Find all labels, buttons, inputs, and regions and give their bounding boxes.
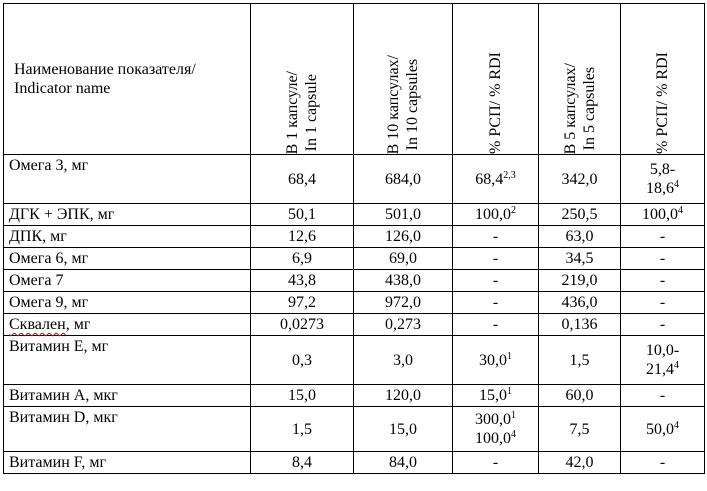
cell-10-capsules: 3,0 bbox=[354, 336, 453, 385]
row-name: Омега 9, мг bbox=[4, 292, 251, 314]
header-col2-en: In 10 capsules bbox=[404, 58, 421, 151]
cell-1-capsule: 8,4 bbox=[251, 452, 354, 474]
cell-5-capsules: 436,0 bbox=[539, 292, 621, 314]
row-name: Витамин F, мг bbox=[4, 452, 251, 474]
cell-5-capsules: 7,5 bbox=[539, 407, 621, 452]
cell-5-capsules: 63,0 bbox=[539, 226, 621, 248]
cell-1-capsule: 50,1 bbox=[251, 204, 354, 226]
table-row bbox=[4, 292, 705, 314]
table-row bbox=[4, 336, 705, 385]
header-col2-ru: В 10 капсулах/ bbox=[385, 54, 402, 154]
cell-10-capsules: 501,0 bbox=[354, 204, 453, 226]
cell-1-capsule: 1,5 bbox=[251, 407, 354, 452]
cell-1-capsule: 12,6 bbox=[251, 226, 354, 248]
header-col5: % РСП/ % RDI bbox=[654, 52, 671, 154]
row-name: Витамин D, мкг bbox=[4, 407, 251, 452]
cell-10-capsules: 69,0 bbox=[354, 248, 453, 270]
header-col4-ru: В 5 капсулах/ bbox=[561, 62, 579, 154]
cell-1-capsule: 43,8 bbox=[251, 270, 354, 292]
cell-10-capsules: 438,0 bbox=[354, 270, 453, 292]
table-row bbox=[4, 452, 705, 474]
table-row bbox=[4, 226, 705, 248]
header-col4-en: In 5 capsules bbox=[580, 66, 598, 151]
cell-rdi-10: 100,0$^2$ bbox=[453, 204, 539, 226]
cell-rdi-5: 50,0$^4$ bbox=[621, 407, 705, 452]
cell-rdi-5: - bbox=[621, 385, 705, 407]
cell-1-capsule: 15,0 bbox=[251, 385, 354, 407]
row-name: Омега 6, мг bbox=[4, 248, 251, 270]
table-row bbox=[4, 204, 705, 226]
cell-rdi-10: 300,0$^1$ 100,0$^4$ bbox=[453, 407, 539, 452]
cell-10-capsules: 120,0 bbox=[354, 385, 453, 407]
header-col1-en: In 1 capsule bbox=[303, 73, 320, 151]
spellcheck-word: Сквален bbox=[9, 316, 66, 333]
header-name-ru: Наименование показателя/ bbox=[14, 61, 196, 78]
cell-5-capsules: 1,5 bbox=[539, 336, 621, 385]
header-per-1-capsule bbox=[251, 4, 354, 155]
header-rdi-10 bbox=[453, 4, 539, 155]
row-name: ДПК, мг bbox=[4, 226, 251, 248]
cell-rdi-10: 15,0$^1$ bbox=[453, 385, 539, 407]
table-row bbox=[4, 385, 705, 407]
cell-rdi-5: - bbox=[621, 314, 705, 336]
header-per-5-capsules bbox=[539, 4, 621, 155]
cell-rdi-10: 68,4$^{2,3}$ bbox=[453, 155, 539, 204]
table-row bbox=[4, 314, 705, 336]
cell-1-capsule: 68,4 bbox=[251, 155, 354, 204]
cell-5-capsules: 342,0 bbox=[539, 155, 621, 204]
cell-rdi-5: - bbox=[621, 292, 705, 314]
header-col1-ru: В 1 капсуле/ bbox=[284, 70, 301, 154]
cell-5-capsules: 250,5 bbox=[539, 204, 621, 226]
cell-rdi-5: - bbox=[621, 452, 705, 474]
row-name: Сквален, мг bbox=[4, 314, 251, 336]
header-indicator-name bbox=[4, 4, 251, 155]
cell-rdi-5: - bbox=[621, 226, 705, 248]
cell-rdi-10: - bbox=[453, 270, 539, 292]
header-rdi-5 bbox=[621, 4, 705, 155]
table-row bbox=[4, 248, 705, 270]
cell-10-capsules: 0,273 bbox=[354, 314, 453, 336]
table-row bbox=[4, 270, 705, 292]
cell-5-capsules: 34,5 bbox=[539, 248, 621, 270]
cell-1-capsule: 0,0273 bbox=[251, 314, 354, 336]
cell-rdi-5: 5,8- 18,6$^4$ bbox=[621, 155, 705, 204]
cell-rdi-5: - bbox=[621, 248, 705, 270]
row-name: Витамин Е, мг bbox=[4, 336, 251, 385]
row-name: Омега 7 bbox=[4, 270, 251, 292]
nutrition-table bbox=[3, 3, 705, 474]
row-name: Омега 3, мг bbox=[4, 155, 251, 204]
cell-rdi-10: - bbox=[453, 226, 539, 248]
table-row bbox=[4, 407, 705, 452]
cell-rdi-10: - bbox=[453, 314, 539, 336]
row-name: ДГК + ЭПК, мг bbox=[4, 204, 251, 226]
cell-5-capsules: 42,0 bbox=[539, 452, 621, 474]
cell-5-capsules: 60,0 bbox=[539, 385, 621, 407]
cell-rdi-10: - bbox=[453, 292, 539, 314]
cell-10-capsules: 972,0 bbox=[354, 292, 453, 314]
cell-rdi-5: 100,0$^4$ bbox=[621, 204, 705, 226]
cell-rdi-5: - bbox=[621, 270, 705, 292]
cell-1-capsule: 97,2 bbox=[251, 292, 354, 314]
header-col3: % РСП/ % RDI bbox=[487, 52, 504, 154]
cell-5-capsules: 0,136 bbox=[539, 314, 621, 336]
table-row bbox=[4, 155, 705, 204]
row-name: Витамин А, мкг bbox=[4, 385, 251, 407]
cell-10-capsules: 15,0 bbox=[354, 407, 453, 452]
cell-rdi-10: - bbox=[453, 452, 539, 474]
header-name-en: Indicator name bbox=[14, 80, 111, 97]
table-header-row bbox=[4, 4, 705, 155]
cell-10-capsules: 684,0 bbox=[354, 155, 453, 204]
cell-5-capsules: 219,0 bbox=[539, 270, 621, 292]
cell-10-capsules: 84,0 bbox=[354, 452, 453, 474]
cell-1-capsule: 0,3 bbox=[251, 336, 354, 385]
cell-1-capsule: 6,9 bbox=[251, 248, 354, 270]
header-per-10-capsules bbox=[354, 4, 453, 155]
cell-rdi-5: 10,0- 21,4$^4$ bbox=[621, 336, 705, 385]
cell-10-capsules: 126,0 bbox=[354, 226, 453, 248]
cell-rdi-10: - bbox=[453, 248, 539, 270]
cell-rdi-10: 30,0$^1$ bbox=[453, 336, 539, 385]
